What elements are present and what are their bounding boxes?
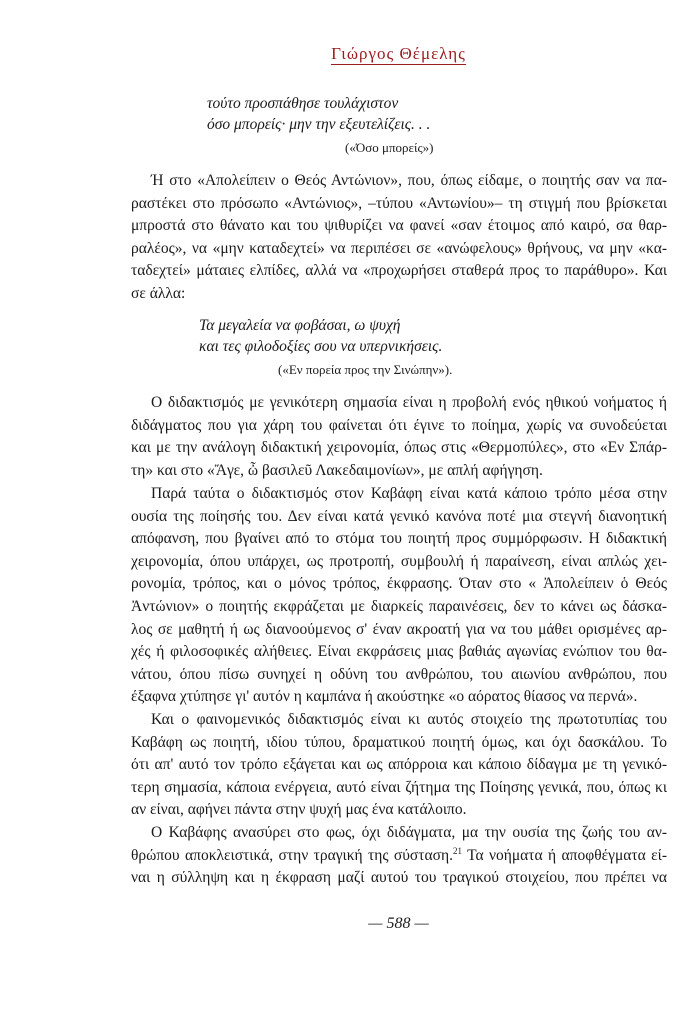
text-line: Παρά ταύτα ο διδακτισμός στον Καβάφη είναι κατά κάποιο τρόπο μέσα στην <box>151 485 667 502</box>
text-line: χειρονομία, όπου υπάρχει, ως προτροπή, συμβουλή ή παραίνεση, είναι απλώς χει- <box>131 552 667 570</box>
quote-line: τούτο προσπάθησε τουλάχιστον <box>207 95 399 112</box>
text-segment: θρώπου αποκλειστικά, στην τραγική της σύσταση. <box>131 846 453 864</box>
text-line: ουσία της ποίησής του. Δεν είναι κατά γενικό κανόνα ποτέ μια στεγνή διανοητική <box>131 507 667 525</box>
paragraph-3 <box>131 483 667 709</box>
poem-quote-1 <box>207 93 430 135</box>
poem-quote-2 <box>199 315 442 357</box>
paragraph-2 <box>131 392 667 482</box>
text-line: ναι η σύλληψη και η έκφραση μαζί αυτού του τραγικού στοιχείου, που πρέπει να <box>131 869 667 887</box>
text-line: απόφανση, που βγαίνει από το στόμα του ποιητή προς συμμόρφωσιν. Η διδακτική <box>131 530 667 548</box>
text-line: τερη σημασία, κάποια ενέργεια, αυτό είναι ζήτημα της Ποίησης γενικά, που, όπως κι <box>131 778 667 796</box>
text-line: ότι απ' αυτό τον τρόπο εξάγεται και ως απόρροια και κάποιο δίδαγμα με τη γενικό- <box>131 756 667 774</box>
text-line: χές ή φιλοσοφικές αλήθειες. Είναι εκφράσεις μιας βαθιάς αγωνίας ενώπιον του θα- <box>131 643 667 661</box>
page-number: — 588 — <box>368 915 429 932</box>
text-line: Και ο φαινομενικός διδακτισμός είναι κι αυτός στοιχείο της πρωτοτυπίας του <box>151 711 667 728</box>
quote-attribution-1: («Όσο μπορείς») <box>345 140 434 155</box>
footnote-reference[interactable]: 21 <box>452 845 462 856</box>
text-line: Καβάφη ως ποιητή, ιδίου τύπου, δραματικού ποιητή όμως, και όχι δασκάλου. Το <box>131 733 667 751</box>
text-line: μπροστά στο θάνατο και του ψιθυρίζει να φανεί «σαν έτοιμος από καιρό, σα θαρ- <box>131 217 667 235</box>
text-line: ραστέκει στο πρόσωπο «Αντώνιος», –τύπου «Αντωνίου»– τη στιγμή που βρίσκεται <box>131 194 667 212</box>
paragraph-1 <box>131 170 667 306</box>
text-line: Ή στο «Απολείπειν ο Θεός Αντώνιον», που, όπως είδαμε, ο ποιητής σαν να πα- <box>151 172 667 189</box>
running-head-author: Γιώργος Θέμελης <box>331 44 466 63</box>
text-line: ταδεχτεί» μάταιες ελπίδες, αλλά να «προχωρήσει σταθερά προς το παράθυρο». Και <box>131 262 667 280</box>
text-line: τη» και στο «Ἄγε, ὦ βασιλεῦ Λακεδαιμονίων», με απλή αφήγηση. <box>131 461 543 479</box>
paragraph-5 <box>131 822 667 890</box>
text-line: και με την ανάλογη διδακτική χειρονομία, όπως στις «Θερμοπύλες», στο «Εν Σπάρ- <box>131 439 667 457</box>
text-line: νάτου, όπου πίσω συνηχεί η οδύνη του ανθρώπου, του αιωνίου ανθρώπου, που <box>131 665 667 683</box>
text-segment: Τα νοήματα ή αποφθέγματα εί- <box>467 846 667 864</box>
text-line <box>131 845 667 868</box>
text-line: αν είναι, αφήνει πάντα στην ψυχή μας ένα κατάλοιπο. <box>131 801 467 819</box>
text-line: έξαφνα χτύπησε γι' αυτόν η καμπάνα ή ακούστηκε «ο αόρατος θίασος να περνά». <box>131 688 638 706</box>
quote-line: Τα μεγαλεία να φοβάσαι, ω ψυχή <box>199 317 401 334</box>
running-head <box>0 44 697 64</box>
text-line: Ἀντώνιον» ο ποιητής εκφράζεται με διαρκείς παραινέσεις, δεν το κάνει ως δάσκα- <box>131 597 667 615</box>
text-line: λος σε μαθητή ή ως διανοούμενος σ' έναν ακροατή για να του μάθει ορισμένες αρ- <box>131 620 667 638</box>
paragraph-4 <box>131 709 667 822</box>
text-line: διδάγματος που για χάρη του φαίνεται ότι έγινε το ποίημα, χωρίς να συνοδεύεται <box>131 416 667 434</box>
text-line: Ο διδακτισμός με γενικότερη σημασία είναι η προβολή ενός ηθικού νοήματος ή <box>151 394 667 411</box>
quote-attribution-2: («Εν πορεία προς την Σινώπην»). <box>278 362 453 377</box>
quote-line: όσο μπορείς· μην την εξευτελίζεις. . . <box>207 116 431 133</box>
text-line: Ο Καβάφης ανασύρει στο φως, όχι διδάγματα, μα την ουσία της ζωής του αν- <box>151 824 667 841</box>
text-line: ρονομία, τρόπος, και ο μόνος τρόπος, έκφρασης. Όταν στο « Ἀπολείπειν ὁ Θεός <box>131 575 667 593</box>
text-line: σε άλλα: <box>131 284 186 302</box>
quote-line: και τες φιλοδοξίες σου να υπερνικήσεις. <box>199 338 443 355</box>
text-line: ραλέος», να «μην καταδεχτεί» να περιπέσει σε «ανώφελους» θρήνους, να μην «κα- <box>131 239 667 257</box>
